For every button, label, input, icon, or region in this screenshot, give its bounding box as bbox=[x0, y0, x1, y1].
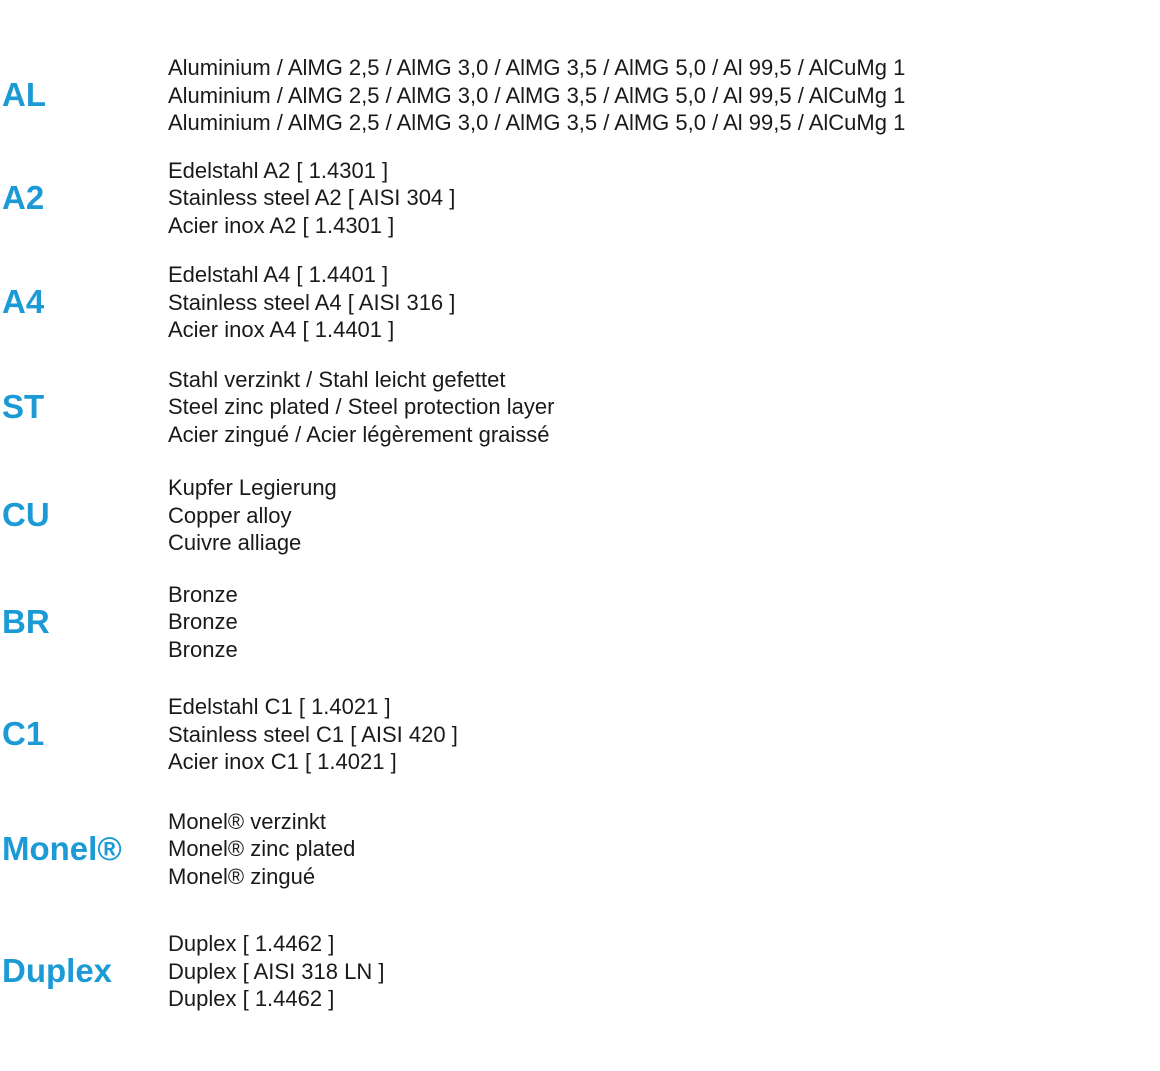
material-description-en: Stainless steel A4 [ AISI 316 ] bbox=[168, 289, 456, 315]
material-description-de: Bronze bbox=[168, 581, 238, 607]
material-code: Duplex bbox=[2, 952, 113, 990]
material-description-cell bbox=[168, 474, 1160, 557]
material-description-cell bbox=[168, 930, 1160, 1013]
material-row bbox=[0, 366, 1160, 449]
material-row bbox=[0, 581, 1160, 664]
material-description-fr: Aluminium / AlMG 2,5 / AlMG 3,0 / AlMG 3,5 / AlMG 5,0 / Al 99,5 / AlCuMg 1 bbox=[168, 110, 906, 135]
material-row bbox=[0, 54, 1160, 137]
material-description-fr: Bronze bbox=[168, 636, 238, 662]
material-description-de: Duplex [ 1.4462 ] bbox=[168, 931, 335, 956]
material-code-cell bbox=[0, 716, 168, 752]
material-code: A2 bbox=[2, 178, 45, 216]
material-row bbox=[0, 693, 1160, 776]
material-code: A4 bbox=[2, 283, 45, 321]
material-description-en: Bronze bbox=[168, 609, 238, 634]
material-row bbox=[0, 261, 1160, 344]
material-code: BR bbox=[2, 602, 50, 640]
material-code-cell bbox=[0, 180, 168, 216]
material-description-fr: Monel® zingué bbox=[168, 863, 316, 889]
material-description-cell bbox=[168, 366, 1160, 449]
material-row bbox=[0, 474, 1160, 557]
material-description-en: Steel zinc plated / Steel protection layer bbox=[168, 394, 555, 419]
material-description-cell bbox=[168, 157, 1160, 240]
material-row bbox=[0, 157, 1160, 240]
material-code: ST bbox=[2, 387, 45, 425]
material-description-de: Edelstahl A4 [ 1.4401 ] bbox=[168, 262, 389, 287]
material-code-cell bbox=[0, 77, 168, 113]
material-code-cell bbox=[0, 284, 168, 320]
material-description-de: Monel® verzinkt bbox=[168, 808, 327, 834]
material-code-cell bbox=[0, 953, 168, 989]
material-description-en: Stainless steel A2 [ AISI 304 ] bbox=[168, 185, 456, 210]
material-description-en: Monel® zinc plated bbox=[168, 836, 356, 861]
material-description-cell bbox=[168, 261, 1160, 344]
material-description-de: Edelstahl A2 [ 1.4301 ] bbox=[168, 157, 389, 183]
material-description-fr: Acier inox A2 [ 1.4301 ] bbox=[168, 212, 395, 238]
material-description-fr: Duplex [ 1.4462 ] bbox=[168, 986, 335, 1011]
material-description-cell bbox=[168, 808, 1160, 891]
material-code-cell bbox=[0, 497, 168, 533]
material-description-en: Duplex [ AISI 318 LN ] bbox=[168, 958, 385, 984]
material-description-fr: Cuivre alliage bbox=[168, 530, 302, 555]
material-code: C1 bbox=[2, 715, 45, 753]
material-code: AL bbox=[2, 76, 46, 114]
material-description-de: Stahl verzinkt / Stahl leicht gefettet bbox=[168, 366, 506, 392]
material-code: Monel® bbox=[2, 829, 122, 867]
material-description-fr: Acier inox A4 [ 1.4401 ] bbox=[168, 317, 395, 342]
material-description-de: Aluminium / AlMG 2,5 / AlMG 3,0 / AlMG 3,5 / AlMG 5,0 / Al 99,5 / AlCuMg 1 bbox=[168, 55, 906, 80]
material-description-en: Copper alloy bbox=[168, 502, 292, 528]
material-row bbox=[0, 808, 1160, 891]
material-description-fr: Acier zingué / Acier légèrement graissé bbox=[168, 421, 550, 447]
material-row bbox=[0, 930, 1160, 1013]
material-description-de: Kupfer Legierung bbox=[168, 475, 337, 500]
material-description-cell bbox=[168, 54, 1160, 137]
material-code-cell bbox=[0, 831, 168, 867]
material-code-cell bbox=[0, 389, 168, 425]
material-description-cell bbox=[168, 693, 1160, 776]
material-description-en: Stainless steel C1 [ AISI 420 ] bbox=[168, 721, 458, 747]
material-description-cell bbox=[168, 581, 1160, 664]
material-description-de: Edelstahl C1 [ 1.4021 ] bbox=[168, 694, 391, 719]
material-description-fr: Acier inox C1 [ 1.4021 ] bbox=[168, 749, 397, 774]
material-code: CU bbox=[2, 496, 50, 534]
material-description-en: Aluminium / AlMG 2,5 / AlMG 3,0 / AlMG 3,5 / AlMG 5,0 / Al 99,5 / AlCuMg 1 bbox=[168, 82, 906, 108]
material-code-cell bbox=[0, 604, 168, 640]
